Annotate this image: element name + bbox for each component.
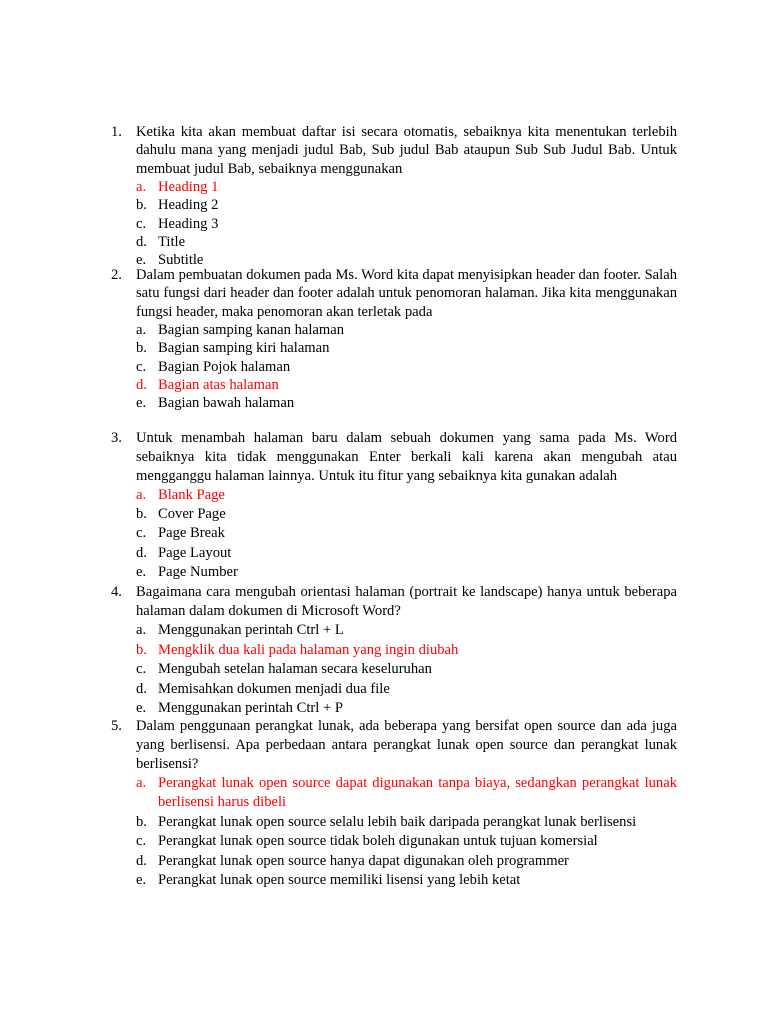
option-letter: c. (136, 358, 147, 375)
option-item (111, 774, 677, 813)
question-1 (111, 123, 677, 269)
option-item (111, 832, 677, 851)
question-4 (111, 583, 677, 719)
option-text: Title (158, 233, 186, 250)
option-text: Subtitle (158, 252, 204, 269)
question-number: 5. (111, 718, 122, 734)
option-letter: a. (136, 322, 147, 339)
question-number: 1. (111, 124, 122, 140)
option-letter: c. (136, 661, 147, 678)
option-letter: b. (136, 197, 147, 214)
question-text: Dalam penggunaan perangkat lunak, ada beberapa yang bersifat open source dan ada juga yang berlisensi. Apa perbedaan antara perangkat lunak open source dan perangkat lunak berlisensi? (136, 718, 677, 772)
option-item (111, 376, 677, 394)
option-letter: d. (136, 376, 147, 393)
option-letter: c. (136, 833, 147, 850)
option-item (111, 394, 677, 412)
option-text: Perangkat lunak open source memiliki lisensi yang lebih ketat (158, 872, 521, 889)
option-letter: c. (136, 525, 147, 542)
option-item (111, 544, 677, 563)
option-text: Mengubah setelan halaman secara keseluruhan (158, 661, 432, 678)
question-number: 2. (111, 267, 122, 283)
option-letter: e. (136, 700, 147, 717)
option-item (111, 321, 677, 339)
option-letter: d. (136, 680, 147, 697)
option-letter: e. (136, 252, 147, 269)
option-letter: a. (136, 622, 147, 638)
option-item (111, 813, 677, 832)
option-text: Page Layout (158, 544, 232, 561)
option-text: Perangkat lunak open source hanya dapat digunakan oleh programmer (158, 852, 569, 869)
option-text: Perangkat lunak open source selalu lebih baik daripada perangkat lunak berlisensi (158, 813, 637, 830)
option-text: Perangkat lunak open source dapat digunakan tanpa biaya, sedangkan perangkat lunak berlisensi harus dibeli (158, 775, 677, 811)
question-number: 3. (111, 430, 122, 446)
question-number: 4. (111, 584, 122, 600)
option-item (111, 178, 677, 196)
option-letter: e. (136, 563, 147, 580)
option-item (111, 871, 677, 890)
option-item (111, 680, 677, 700)
option-item (111, 233, 677, 251)
question-text: Dalam pembuatan dokumen pada Ms. Word kita dapat menyisipkan header dan footer. Salah satu fungsi dari header dan footer adalah untuk penomoran halaman. Jika kita menggunakan fungsi header, maka penomoran akan terletak pada (136, 267, 677, 320)
question-2-stem (111, 266, 677, 321)
option-text: Memisahkan dokumen menjadi dua file (158, 680, 390, 697)
option-text: Bagian bawah halaman (158, 395, 295, 412)
option-letter: b. (136, 340, 147, 357)
option-list (111, 486, 677, 582)
question-3 (111, 429, 677, 582)
option-text: Perangkat lunak open source tidak boleh digunakan untuk tujuan komersial (158, 833, 598, 850)
option-item (111, 505, 677, 524)
option-letter: d. (136, 852, 147, 869)
option-letter: e. (136, 872, 147, 889)
question-5-stem (111, 717, 677, 774)
option-text: Bagian samping kanan halaman (158, 322, 345, 339)
option-list (111, 321, 677, 412)
question-1-stem (111, 123, 677, 178)
option-item (111, 852, 677, 871)
option-letter: b. (136, 813, 147, 830)
option-item (111, 563, 677, 582)
option-text: Bagian Pojok halaman (158, 358, 291, 375)
option-text: Menggunakan perintah Ctrl + P (158, 700, 343, 717)
option-text: Page Break (158, 525, 225, 542)
option-item (111, 196, 677, 214)
option-text: Bagian samping kiri halaman (158, 340, 330, 357)
option-letter: d. (136, 544, 147, 561)
option-text: Mengklik dua kali pada halaman yang ingin diubah (158, 641, 459, 658)
question-5 (111, 717, 677, 890)
option-item (111, 358, 677, 376)
option-text: Heading 3 (158, 215, 219, 232)
option-item (111, 339, 677, 357)
option-item (111, 486, 677, 505)
question-2 (111, 266, 677, 412)
option-letter: a. (136, 179, 147, 196)
option-letter: a. (136, 487, 147, 503)
option-text: Cover Page (158, 506, 226, 523)
option-letter: e. (136, 395, 147, 412)
question-3-stem (111, 429, 677, 486)
option-item (111, 660, 677, 680)
option-letter: d. (136, 233, 147, 250)
option-letter: a. (136, 775, 147, 791)
option-text: Blank Page (158, 487, 225, 503)
option-letter: b. (136, 641, 147, 658)
option-text: Menggunakan perintah Ctrl + L (158, 622, 344, 638)
option-letter: b. (136, 506, 147, 523)
option-text: Heading 2 (158, 197, 219, 214)
option-item (111, 524, 677, 543)
question-text: Untuk menambah halaman baru dalam sebuah dokumen yang sama pada Ms. Word sebaiknya kita tidak menggunakan Enter berkali kali karena akan mengubah atau mengganggu halaman lainnya. Untuk itu fitur yang sebaiknya kita gunakan adalah (136, 430, 677, 484)
question-4-stem (111, 583, 677, 621)
option-text: Page Number (158, 563, 238, 580)
option-list (111, 178, 677, 269)
option-list (111, 621, 677, 719)
question-text: Bagaimana cara mengubah orientasi halaman (portrait ke landscape) hanya untuk beberapa halaman dalam dokumen di Microsoft Word? (136, 584, 677, 619)
option-letter: c. (136, 215, 147, 232)
option-item (111, 641, 677, 661)
option-item (111, 215, 677, 233)
option-item (111, 621, 677, 641)
option-list (111, 774, 677, 890)
option-text: Bagian atas halaman (158, 376, 279, 393)
question-text: Ketika kita akan membuat daftar isi secara otomatis, sebaiknya kita menentukan terlebih dahulu mana yang menjadi judul Bab, Sub judul Bab ataupun Sub Sub Judul Bab. Untuk membuat judul Bab, sebaiknya menggunakan (136, 124, 677, 177)
option-text: Heading 1 (158, 179, 219, 196)
